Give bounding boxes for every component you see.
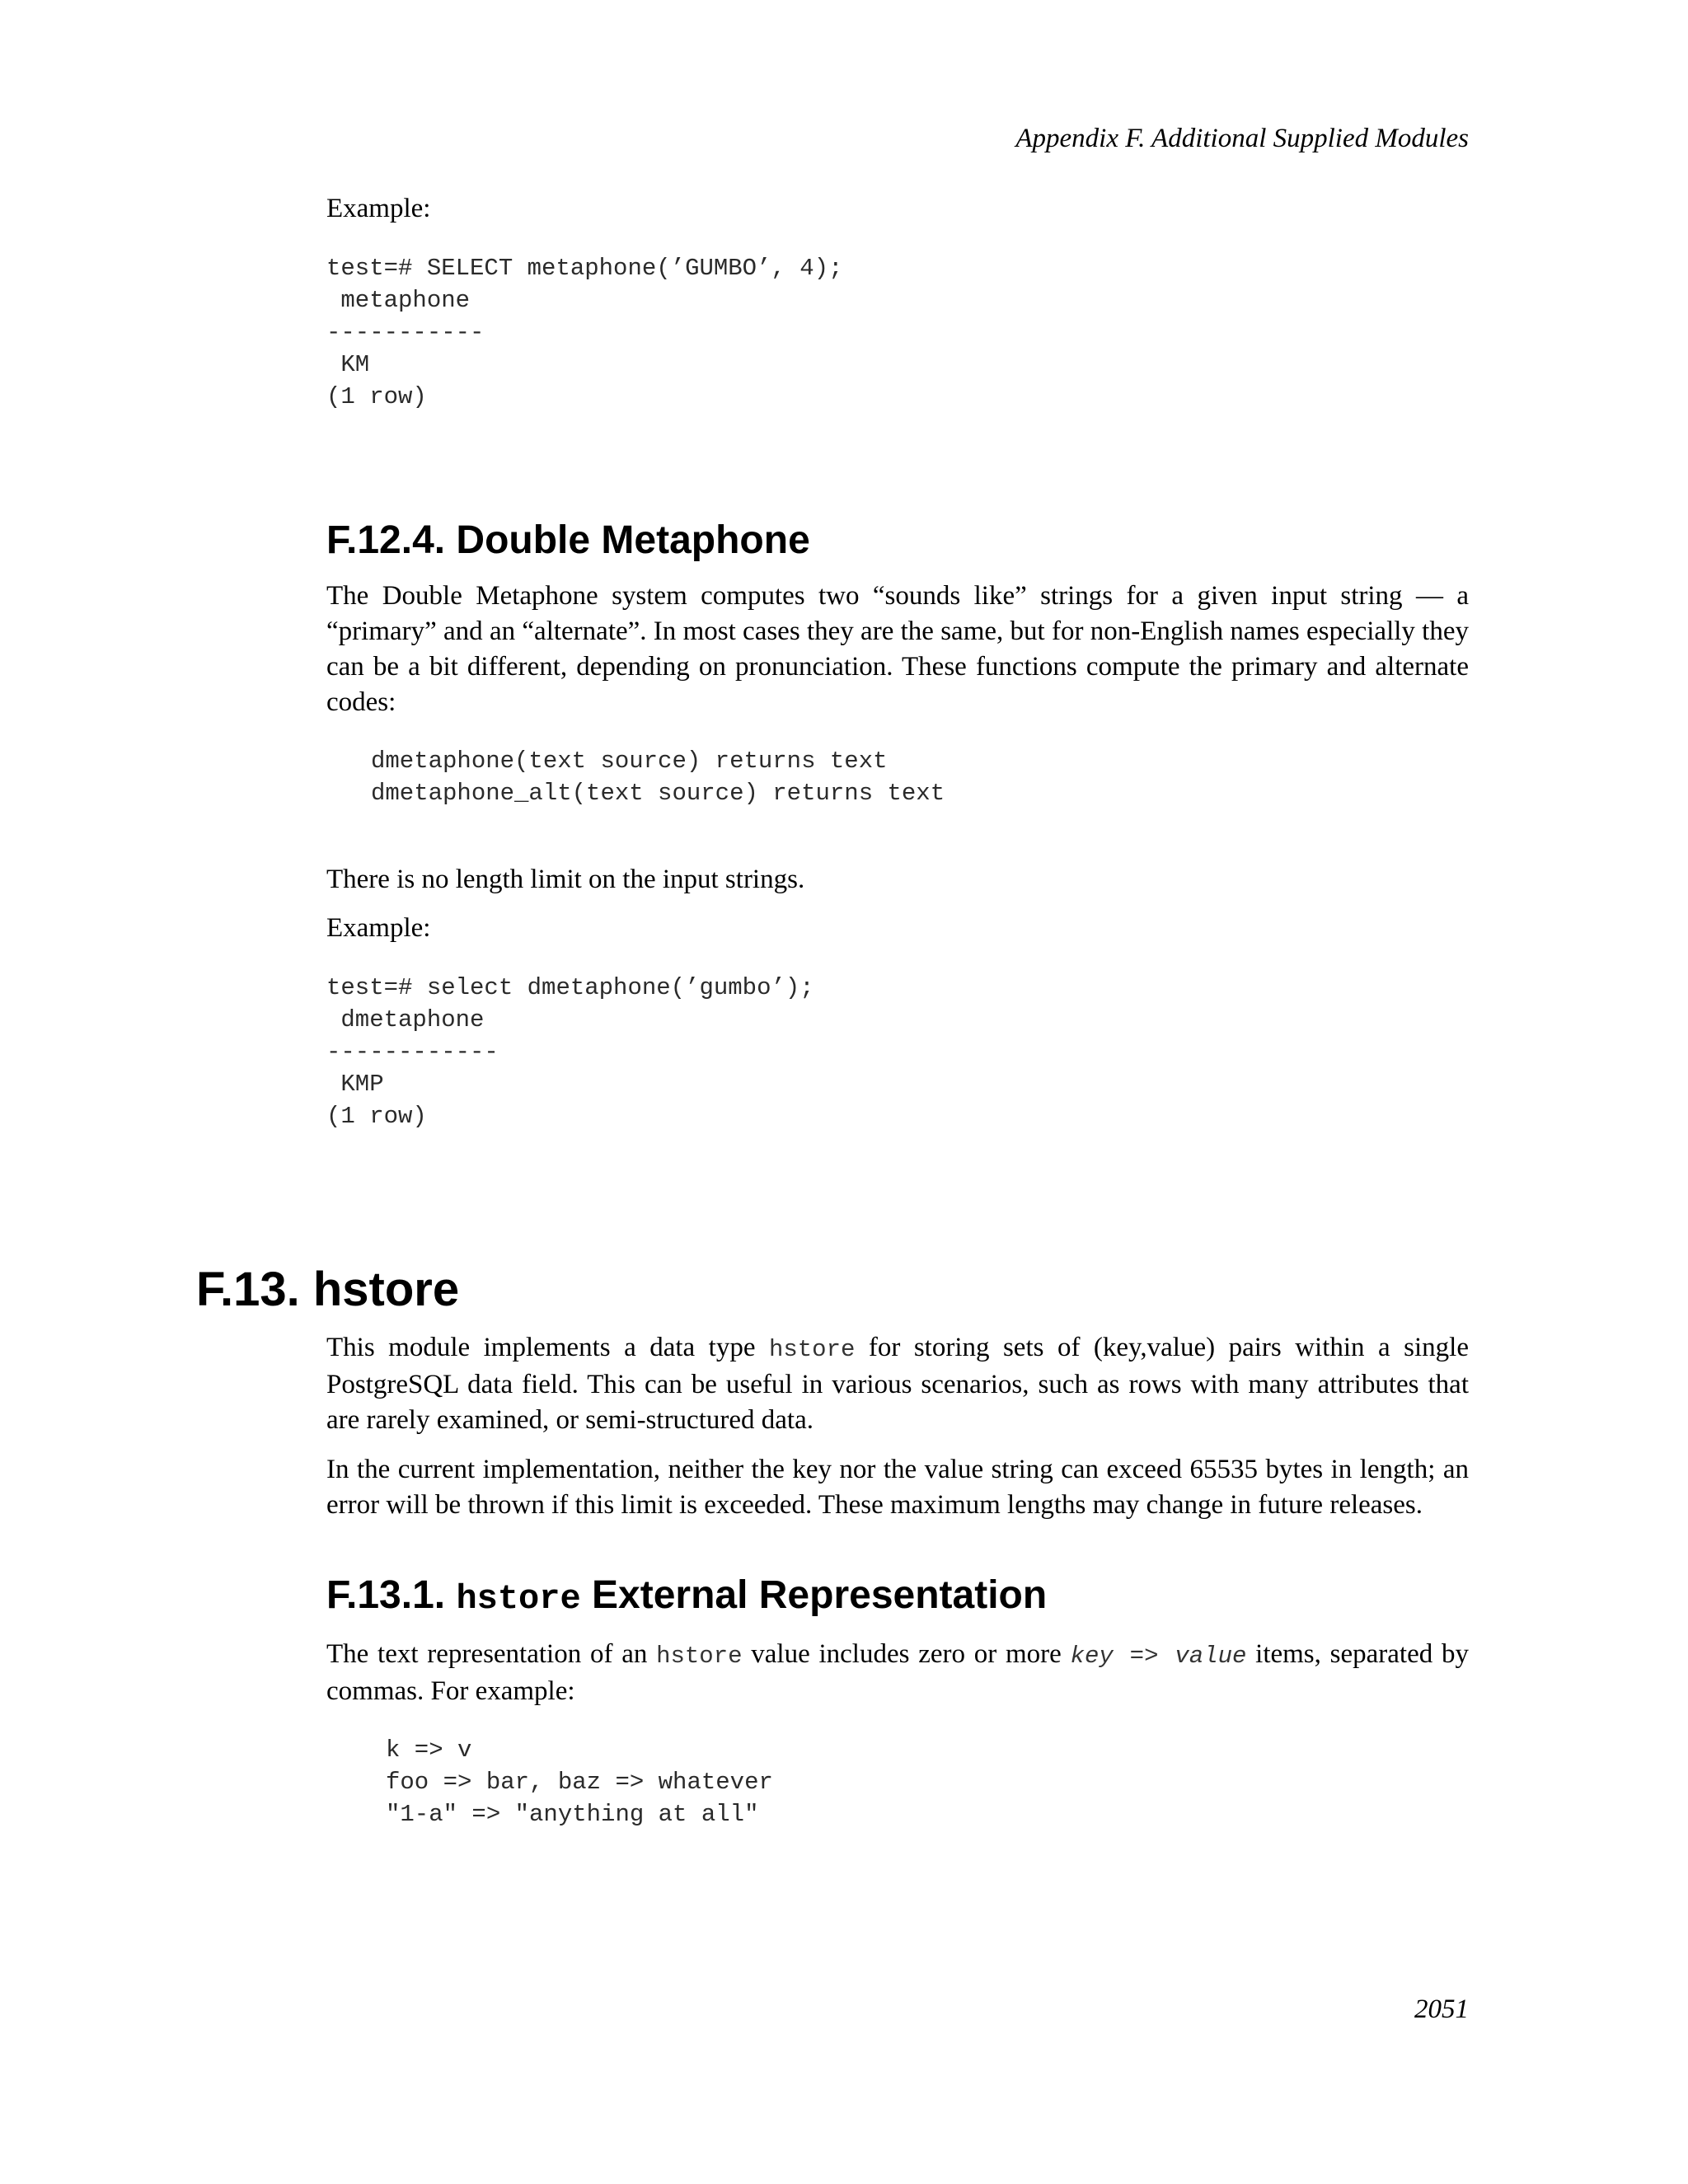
- hstore-limits-paragraph: In the current implementation, neither the key nor the value string can exceed 65535 bytes in length; an error will be thrown if this limit is exceeded. These maximum lengths may change in future releases.: [326, 1455, 1469, 1520]
- section-heading-external-representation: [326, 1572, 1469, 1622]
- hstore-intro-paragraph: [326, 1330, 1469, 1438]
- para-text: This module implements a data type: [326, 1333, 769, 1362]
- example-label: Example:: [326, 194, 431, 223]
- key-placeholder: key: [1070, 1643, 1114, 1670]
- para-text: The text representation of an: [326, 1639, 657, 1669]
- hstore-inline-code: hstore: [656, 1643, 743, 1670]
- metaphone-example-code: test=# SELECT metaphone(’GUMBO’, 4); metaphone ----------- KM (1 row): [326, 255, 843, 410]
- example-label-2: Example:: [326, 913, 431, 943]
- hstore-example-code: k => v foo => bar, baz => whatever "1-a" => "anything at all": [386, 1736, 773, 1828]
- value-placeholder: value: [1175, 1643, 1247, 1670]
- para-text: items, separated by commas. For example:: [326, 1639, 1469, 1706]
- arrow-operator: =>: [1113, 1643, 1175, 1670]
- para-text: value includes zero or more: [742, 1639, 1071, 1669]
- double-metaphone-intro: The Double Metaphone system computes two “sounds like” strings for a given input string — a “primary” and an “alternate”. In most cases they are the same, but for non-English names especially they can be a bit different, depending on pronunciation. These functions compute the primary and alternate codes:: [326, 581, 1469, 717]
- dmetaphone-signatures: dmetaphone(text source) returns text dmetaphone_alt(text source) returns text: [371, 748, 945, 807]
- dmetaphone-example-code: test=# select dmetaphone(’gumbo’); dmetaphone ------------ KMP (1 row): [326, 974, 814, 1130]
- section-heading-hstore: F.13. hstore: [196, 1263, 460, 1316]
- heading-suffix: External Representation: [580, 1573, 1048, 1617]
- page-number: 2051: [1414, 1994, 1469, 2024]
- heading-prefix: F.13.1.: [326, 1573, 457, 1617]
- no-length-limit-text: There is no length limit on the input strings.: [326, 865, 805, 894]
- page-content: [196, 191, 1469, 1830]
- running-header: Appendix F. Additional Supplied Modules: [1015, 124, 1469, 153]
- para-text: for storing sets of (key,value) pairs within a single PostgreSQL data field. This can be useful in various scenarios, such as rows with many attributes that are rarely examined, or semi-structured data.: [326, 1333, 1469, 1435]
- section-heading-double-metaphone: F.12.4. Double Metaphone: [326, 518, 810, 562]
- external-representation-paragraph: [326, 1637, 1469, 1709]
- heading-code: hstore: [456, 1579, 581, 1619]
- hstore-inline-code: hstore: [768, 1336, 856, 1363]
